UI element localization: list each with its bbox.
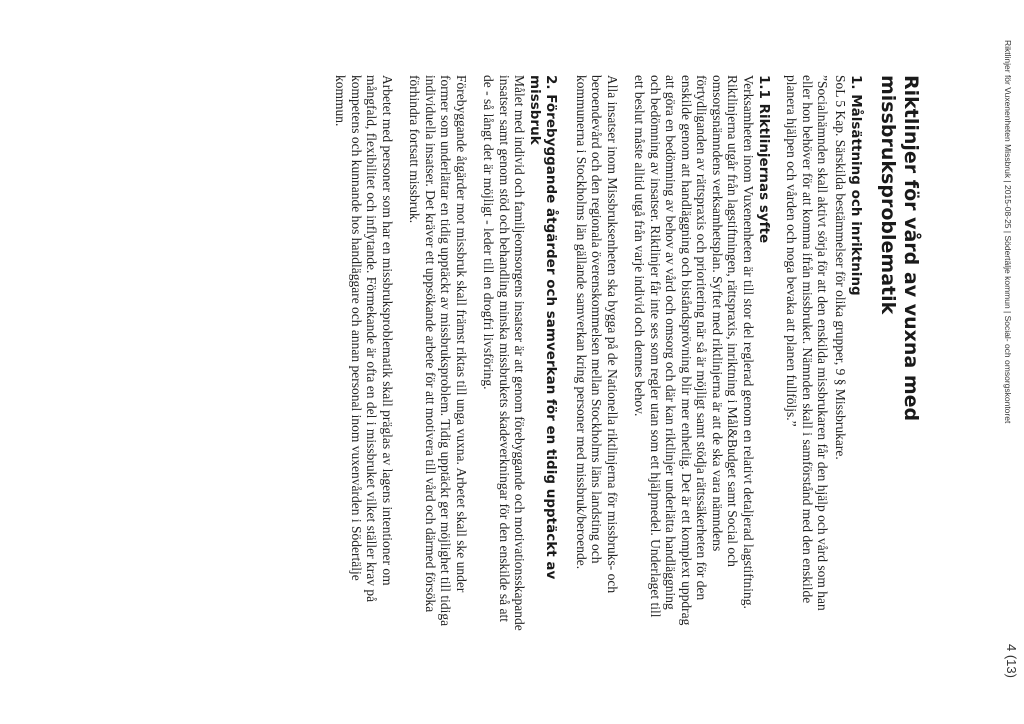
document-title: Riktlinjer för vård av vuxna med missbruksproblematik [877,75,922,422]
section-goals-quote: ”Socialnämnden skall aktivt sörja för att den enskilda missbrukaren får den hjälp och vård som han eller hon behöver för att komma ifrån missbruket. Nämnden skall i samförstånd med den enskilde planera hjälpen och vården och noga bevaka att planen fullföljs.” [784,75,831,611]
section-purpose-paragraph-1: Verksamheten inom Vuxenenheten är till stor del reglerad genom en relativt detaljerad lagstiftning. Riktlinjerna utgår från lagstiftningen, rättspraxis, inriktning i Mål&Budget samt Social och omsorgsnämndens verksamhetsplan. Syftet med riktlinjerna är att de ska vara nämndens förtydliganden av rättspraxis och prioritering när så är möjligt samt stödja rättssäkerheten för den enskilde genom att handläggning och biståndsprövning blir mer enhetlig. Det är ett komplext uppdrag att göra en bedömning av behov av vård och omsorg och där kan riktlinjer underlätta handläggning och bedömning av insatser. Riktlinjer får inte ses som regler utan som ett hjälpmedel. Underlaget till ett beslut måste alltid utgå från varje individ och dennes behov. [632,75,756,626]
section-prevention-paragraph-2: Förebyggande åtgärder mot missbruk skall främst riktas till unga vuxna. Arbetet skall ske under former som underlättar en tidig upptäckt av missbruksproblem. Tidig upptäckt ger möjlighet till tidiga individuella insatser. Det kräver ett uppsökande arbete för att motivera till vård och därmed försöka förhindra fortsatt missbruk. [407,75,469,627]
section-purpose [574,75,773,631]
section-heading-goals: 1. Målsättning och inriktning [848,75,864,296]
section-purpose-paragraph-2: Alla insatser inom Missbruksenheten ska bygga på de Nationella riktlinjerna för missbruks- och beroendevård och den regionala överenskommelsen mellan Stockholms läns landsting och kommunerna i Stockholms län gällande samverkan kring personer med missbruk/beroende. [574,75,620,594]
page-number: 4 (13) [1004,644,1019,678]
document-body [2,75,922,631]
section-heading-purpose: 1.1 Riktlinjernas syfte [756,75,772,244]
section-prevention-paragraph-1: Målet med individ och familjeomsorgens insatser är att genom förebyggande och motivationsskapande insatser samt genom stöd och behandling minska missbrukets skadeverkningar för den enskilde så att de - så långt det är möjligt - leder till en drogfri livsföring. [481,75,528,631]
section-prevention [333,75,560,631]
section-goals [784,75,864,631]
section-prevention-paragraph-3: Arbetet med personer som har en missbruksproblematik skall präglas av lagens intentioner om mångfald, flexibilitet och inflytande. Förmekande är ofta en del i missbruket vilket ställer krav på kompetens och kunnande hos handläggare och annan personal inom vuxenvården i Södertälje kommun. [333,75,395,603]
section-heading-prevention: 2. Förebyggande åtgärder och samverkan för en tidig upptäckt av missbruk [527,75,560,580]
section-goals-law-reference: SoL 5 Kap. Särskilda bestämmelser för olika grupper, 9 § Missbrukare. [833,75,848,460]
running-header: Riktlinjer för Vuxenenheten Missbruk | 2015-08-25 | Södertälje kommun | Social- och omsorgskontoret [1003,40,1013,424]
